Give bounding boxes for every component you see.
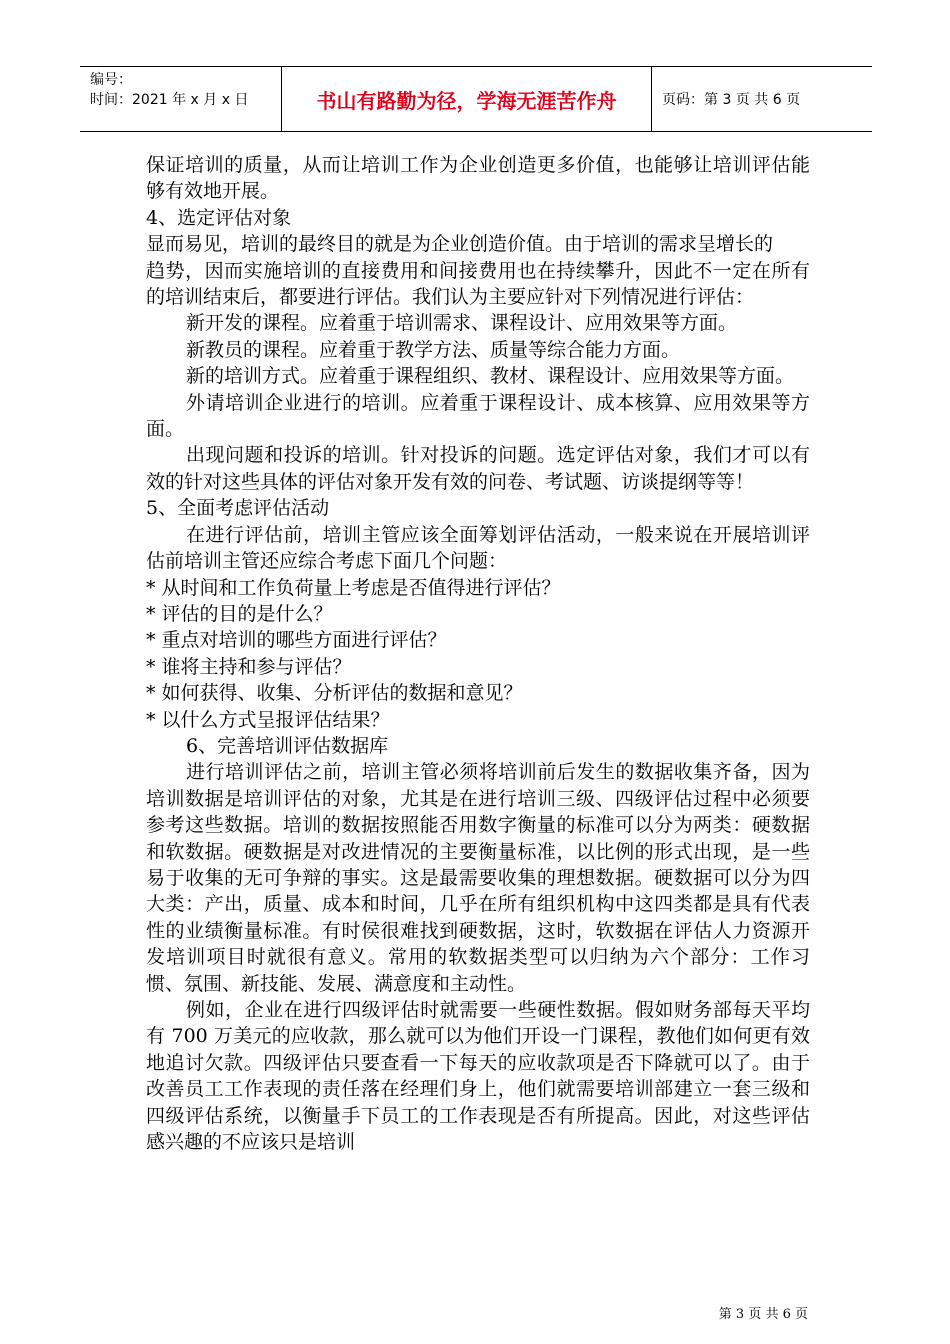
body-paragraph: 显而易见，培训的最终目的就是为企业创造价值。由于培训的需求呈增长的 <box>146 233 774 256</box>
body-paragraph: * 谁将主持和参与评估？ <box>146 655 352 678</box>
body-paragraph: * 以什么方式呈报评估结果？ <box>146 708 390 731</box>
body-paragraph: * 从时间和工作负荷量上考虑是否值得进行评估？ <box>146 576 561 599</box>
document-number: 编号： <box>90 72 132 88</box>
body-paragraph: 进行培训评估之前，培训主管必须将培训前后发生的数据收集齐备，因为培训数据是培训评估的对象，尤其是在进行培训三级、四级评估过程中必须要参考这些数据。培训的数据按照能否用数字衡量的标准可以分为两类：硬数据和软数据。硬数据是对改进情况的主要衡量标准，以比例的形式出现，是一些易于收集的无可争辩的事实。这是最需要收集的理想数据。硬数据可以分为四大类：产出，质量、成本和时间，几乎在所有组织机构中这四类都是具有代表性的业绩衡量标准。有时侯很难找到硬数据，这时，软数据在评估人力资源开发培训项目时就很有意义。常用的软数据类型可以归纳为六个部分：工作习惯、氛围、新技能、发展、满意度和主动性。 <box>146 761 810 995</box>
header-meta <box>80 67 282 131</box>
body-paragraph: 外请培训企业进行的培训。应着重于课程设计、成本核算、应用效果等方面。 <box>146 391 810 441</box>
body-paragraph: 4、选定评估对象 <box>146 206 292 229</box>
body-paragraph: * 重点对培训的哪些方面进行评估？ <box>146 629 447 652</box>
body-paragraph: 6、完善培训评估数据库 <box>186 734 389 757</box>
body-paragraph: 新教员的课程。应着重于教学方法、质量等综合能力方面。 <box>186 338 681 361</box>
body-paragraph: 出现问题和投诉的培训。针对投诉的问题。选定评估对象，我们才可以有效的针对这些具体的评估对象开发有效的问卷、考试题、访谈提纲等等！ <box>146 444 810 493</box>
body-paragraph: * 如何获得、收集、分析评估的数据和意见？ <box>146 682 523 705</box>
body-paragraph: 新的培训方式。应着重于课程组织、教材、课程设计、应用效果等方面。 <box>186 365 795 388</box>
header-page-number: 页码：第 3 页 共 6 页 <box>662 92 801 108</box>
body-paragraph: 在进行评估前，培训主管应该全面筹划评估活动，一般来说在开展培训评估前培训主管还应综合考虑下面几个问题： <box>146 523 810 573</box>
body-paragraph: * 评估的目的是什么？ <box>146 602 333 625</box>
body-paragraph: 新开发的课程。应着重于培训需求、课程设计、应用效果等方面。 <box>186 312 738 335</box>
page-header <box>80 66 872 132</box>
body-paragraph: 5、全面考虑评估活动 <box>146 497 330 520</box>
footer-page-number: 第 3 页 共 6 页 <box>718 1307 808 1322</box>
document-body <box>146 152 810 1155</box>
document-date: 时间：2021 年 x 月 x 日 <box>90 92 249 108</box>
body-paragraph: 趋势，因而实施培训的直接费用和间接费用也在持续攀升，因此不一定在所有的培训结束后，都要进行评估。我们认为主要应针对下列情况进行评估： <box>146 259 810 309</box>
body-paragraph: 例如，企业在进行四级评估时就需要一些硬性数据。假如财务部每天平均有 700 万美元的应收款，那么就可以为他们开设一门课程，教他们如何更有效地追讨欠款。四级评估只要查看一下每天的应收款项是否下降就可以了。由于改善员工工作表现的责任落在经理们身上，他们就需要培训部建立一套三级和四级评估系统，以衡量手下员工的工作表现是否有所提高。因此，对这些评估感兴趣的不应该只是培训 <box>146 999 810 1154</box>
body-paragraph: 保证培训的质量，从而让培训工作为企业创造更多价值，也能够让培训评估能够有效地开展。 <box>146 154 810 203</box>
header-motto: 书山有路勤为径，学海无涯苦作舟 <box>282 67 652 131</box>
